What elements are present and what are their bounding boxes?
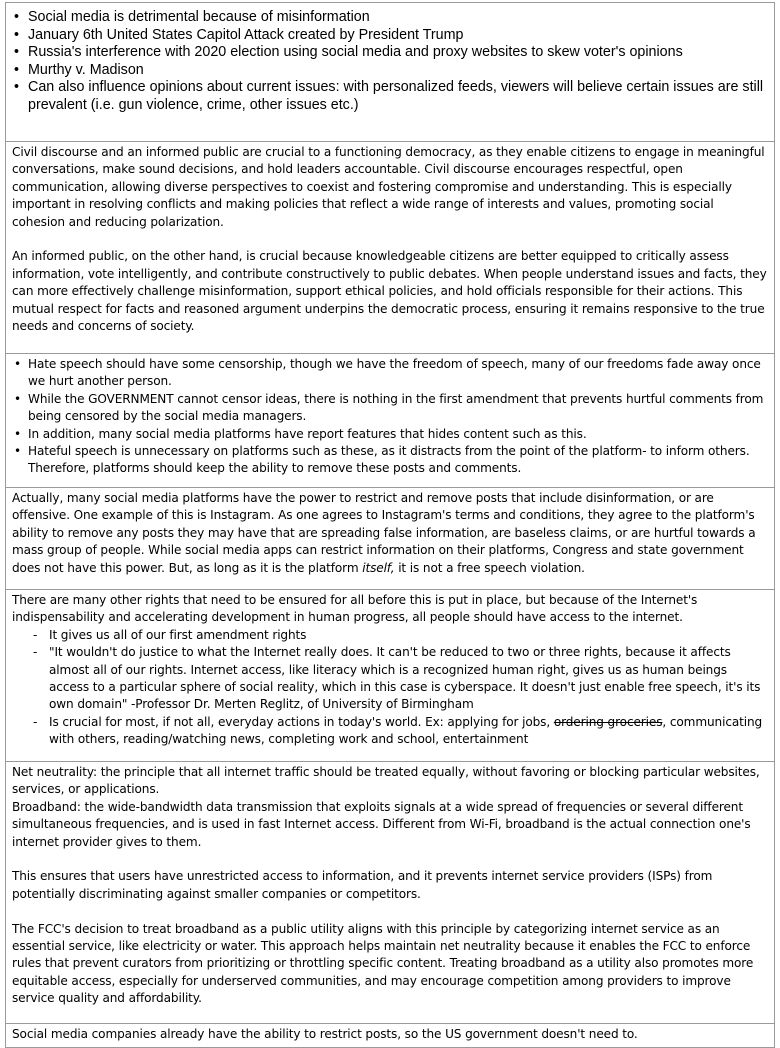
- list-item: • Murthy v. Madison: [12, 62, 768, 80]
- definition: Net neutrality: the principle that all internet traffic should be treated equally, without favoring or blocking particular websites, services, or applications.: [12, 765, 760, 797]
- list-item: • Can also influence opinions about current issues: with personalized feeds, viewers will believe certain issues are still prevalent (i.e. gun violence, crime, other issues etc.): [12, 79, 768, 114]
- bullet-list: [12, 9, 768, 115]
- dash-list: [12, 627, 768, 749]
- section-net-neutrality: [5, 762, 775, 1024]
- text-run: Is crucial for most, if not all, everyday actions in today's world. Ex: applying for jobs,: [49, 714, 554, 729]
- list-item: - It gives us all of our first amendment rights: [31, 627, 768, 644]
- section-misinformation: [5, 2, 775, 142]
- paragraph: [12, 490, 768, 577]
- strikethrough-text: ordering groceries: [553, 714, 663, 729]
- list-item: - "It wouldn't do justice to what the Internet really does. It can't be reduced to two or three rights, because it affects almost all of our rights. Internet access, like literacy which is a recognized human right, gives us as human beings access to a particular sphere of social reality, which in this case is cyberspace. It doesn't just enable free speech, it's its own domain" -Professor Dr. Merten Reglitz, of University of Birmingham: [31, 644, 768, 714]
- list-item: • While the GOVERNMENT cannot censor ideas, there is nothing in the first amendment that prevents hurtful comments from being censored by the social media managers.: [12, 391, 768, 426]
- section-conclusion: [5, 1024, 775, 1048]
- section-civil-discourse: [5, 142, 775, 354]
- paragraph: There are many other rights that need to be ensured for all before this is put in place, but because of the Internet's indispensability and accelerating development in human progress, all people should have access to the internet.: [12, 593, 698, 625]
- text-run: it is not a free speech violation.: [394, 560, 585, 575]
- italic-text: itself,: [362, 560, 395, 575]
- list-item: [31, 714, 768, 749]
- bullet-list: [12, 356, 768, 478]
- list-item: • January 6th United States Capitol Attack created by President Trump: [12, 27, 768, 45]
- section-platform-moderation: [5, 488, 775, 590]
- paragraph: An informed public, on the other hand, is crucial because knowledgeable citizens are better equipped to critically assess information, vote intelligently, and contribute constructively to public debates. When people understand issues and facts, they can more effectively challenge misinformation, support ethical policies, and hold officials responsible for their actions. This mutual respect for facts and reasoned argument underpins the democratic process, ensuring it remains responsive to the true needs and concerns of society.: [12, 249, 767, 334]
- paragraph: Civil discourse and an informed public are crucial to a functioning democracy, as they enable citizens to engage in meaningful conversations, make sound decisions, and hold leaders accountable. Civil discourse encourages respectful, open communication, allowing diverse perspectives to coexist and fostering compromise and understanding. This is especially important in resolving conflicts and making policies that reflect a wide range of interests and values, promoting social cohesion and reducing polarization.: [12, 145, 765, 229]
- paragraph: The FCC's decision to treat broadband as a public utility aligns with this principle by categorizing internet service as an essential service, like electricity or water. This approach helps maintain net neutrality because it enables the FCC to enforce rules that prevent curators from prioritizing or throttling specific content. Treating broadband as a utility also promotes more equitable access, especially for underserved communities, and may encourage competition among providers to improve service quality and affordability.: [12, 921, 754, 1006]
- list-item: • Hate speech should have some censorship, though we have the freedom of speech, many of our freedoms fade away once we hurt another person.: [12, 356, 768, 391]
- definition: Broadband: the wide-bandwidth data transmission that exploits signals at a wide spread of frequencies or several different simultaneous frequencies, and is used in fast Internet access. Different from Wi-Fi, broadband is the actual connection one's internet provider gives to them.: [12, 799, 751, 849]
- text-run: , communicating with others, reading/watching news, completing work and school, entertainment: [49, 714, 763, 747]
- list-item: • Russia's interference with 2020 election using social media and proxy websites to skew voter's opinions: [12, 44, 768, 62]
- paragraph: This ensures that users have unrestricted access to information, and it prevents internet service providers (ISPs) from potentially discriminating against smaller companies or competitors.: [12, 869, 713, 901]
- list-item: • Hateful speech is unnecessary on platforms such as these, as it distracts from the point of the platform- to inform others. Therefore, platforms should keep the ability to remove these posts and comments.: [12, 443, 768, 478]
- text-run: Actually, many social media platforms have the power to restrict and remove posts that include disinformation, or are offensive. One example of this is Instagram. As one agrees to Instagram's terms and conditions, they agree to the platform's ability to remove any posts they may have that are spreading false information, are baseless claims, or are hurtful towards a mass group of people. While social media apps can restrict information on their platforms, Congress and state government does not have this power. But, as long as it is the platform: [12, 491, 756, 575]
- list-item: • Social media is detrimental because of misinformation: [12, 9, 768, 27]
- paragraph: Social media companies already have the ability to restrict posts, so the US government doesn't need to.: [12, 1027, 638, 1041]
- section-internet-access: [5, 590, 775, 762]
- section-hate-speech: [5, 354, 775, 488]
- list-item: • In addition, many social media platforms have report features that hides content such as this.: [12, 426, 768, 443]
- notes-document: [5, 2, 775, 1048]
